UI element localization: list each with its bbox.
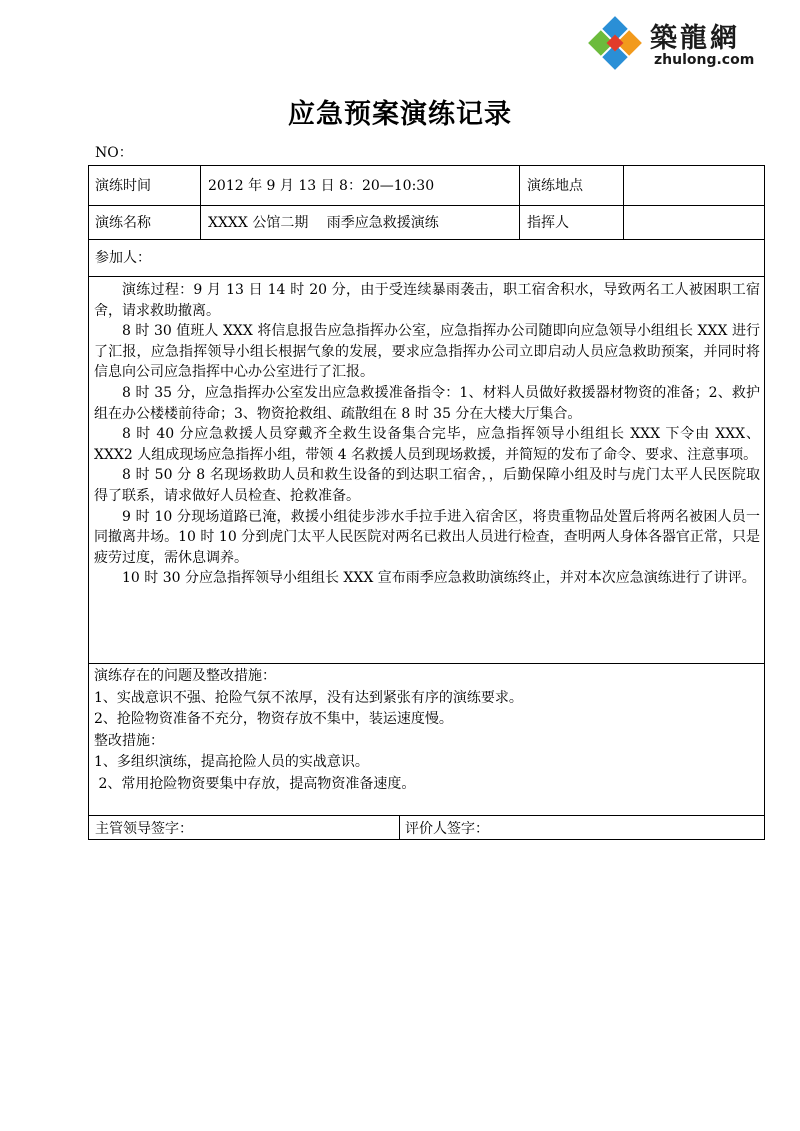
row-divider [88,815,765,816]
measures-heading: 整改措施： [94,732,164,749]
issue-item: 2、抢险物资准备不充分，物资存放不集中，装运速度慢。 [94,711,453,727]
issues-heading: 演练存在的问题及整改措施： [94,668,276,684]
drill-time-label: 演练时间 [95,178,151,194]
column-divider [519,165,520,239]
process-paragraph: 8 时 40 分应急救援人员穿戴齐全救生设备集合完毕，应急指挥领导小组组长 XXX 下令由 XXX、XXX2 人组成现场应急指挥小组，带领 4 名救援人员到现场救援，并简短的发布了命令、要求、注意事项。 [94,426,760,463]
record-number-label: NO： [95,145,133,161]
process-paragraph: 10 时 30 分应急指挥领导小组组长 XXX 宣布雨季应急救助演练终止，并对本次应急演练进行了讲评。 [122,570,756,587]
logo-domain: zhulong.com [654,52,755,68]
process-paragraph: 8 时 30 值班人 XXX 将信息报告应急指挥办公室，应急指挥办公司随即向应急领导小组组长 XXX 进行了汇报，应急指挥领导小组长根据气象的发展，要求应急指挥办公司立即启动人员应急救助预案，并同时将信息向公司应急指挥中心办公室进行了汇报。 [94,323,760,381]
leader-signature-label: 主管领导签字： [95,821,193,837]
column-divider [399,815,400,840]
column-divider [623,165,624,239]
process-paragraph: 8 时 35 分，应急指挥办公室发出应急救援准备指令：1、材料人员做好救援器材物资的准备；2、救护组在办公楼楼前待命；3、物资抢救组、疏散组在 8 时 35 分在大楼大厅集合。 [94,384,760,422]
drill-name-label: 演练名称 [95,215,151,231]
column-divider [200,165,201,239]
process-paragraph: 9 时 10 分现场道路已淹，救援小组徒步涉水手拉手进入宿舍区，将贵重物品处置后将两名被困人员一同撤离井场。10 时 10 分到虎门太平人民医院对两名已救出人员进行检查，查明两人身体各器官正常，只是疲劳过度，需休息调养。 [94,508,760,566]
participants-label: 参加人： [95,250,151,266]
issue-item: 1、实战意识不强、抢险气氛不浓厚，没有达到紧张有序的演练要求。 [94,689,523,706]
commander-label: 指挥人 [527,215,569,231]
process-paragraph: 演练过程：9 月 13 日 14 时 20 分，由于受连续暴雨袭击，职工宿舍积水，导致两名工人被困职工宿舍，请求救助撤离。 [94,282,760,319]
logo-chinese-name: 築龍網 [650,23,740,54]
process-paragraph: 8 时 50 分 8 名现场救助人员和救生设备的到达职工宿舍，，后勤保障小组及时与虎门太平人民医院取得了联系，请求做好人员检查、抢救准备。 [94,467,760,504]
evaluator-signature-label: 评价人签字： [405,821,489,837]
row-divider [88,276,765,277]
zhulong-diamond-icon [584,14,646,72]
issues-section [94,666,760,795]
measure-item: 1、多组织演练，提高抢险人员的实战意识。 [94,754,369,770]
row-divider [88,205,765,206]
drill-place-label: 演练地点 [527,178,583,194]
drill-name-value: XXXX 公馆二期 雨季应急救援演练 [208,215,439,231]
zhulong-logo [584,12,764,74]
measure-item: 2、常用抢险物资要集中存放，提高物资准备速度。 [94,775,416,792]
page-title: 应急预案演练记录 [288,99,512,130]
row-divider [88,663,765,664]
drill-time-value: 2012 年 9 月 13 日 8：20—10:30 [208,178,435,194]
drill-process-section [94,280,760,589]
row-divider [88,239,765,240]
